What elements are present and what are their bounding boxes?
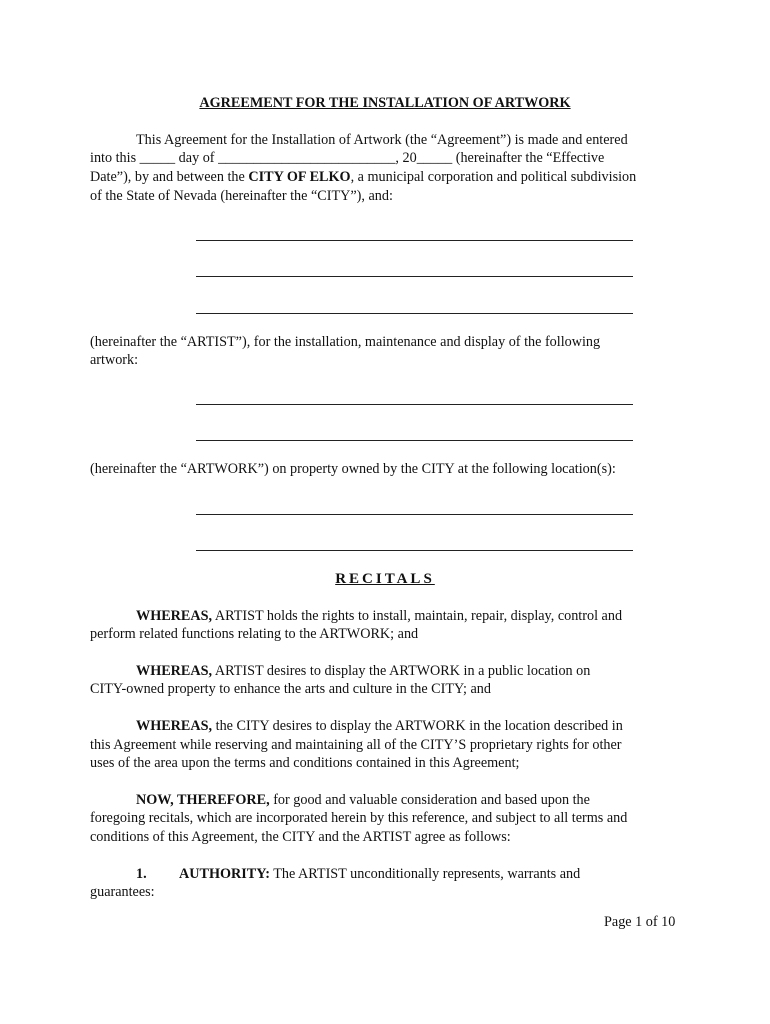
now-therefore-line-2: foregoing recitals, which are incorporated herein by this reference, and subject to all terms and <box>90 810 628 826</box>
artist-address-blank <box>196 276 633 277</box>
artwork-desc-blank-1 <box>196 404 633 405</box>
artist-para-line-2: artwork: <box>90 352 139 368</box>
whereas-1-line-2: perform related functions relating to the ARTWORK; and <box>90 626 419 642</box>
section-text: The ARTIST unconditionally represents, warrants and <box>269 866 581 882</box>
intro-line-2: into this _____ day of _________________________, 20_____ (hereinafter the “Effective <box>90 150 605 166</box>
intro-line-3 <box>90 168 636 187</box>
whereas-1-line-1 <box>136 607 622 626</box>
section-number: 1. <box>136 866 147 882</box>
artist-contact-blank <box>196 313 633 314</box>
section-1-line-1 <box>136 865 580 884</box>
whereas-text: the CITY desires to display the ARTWORK in the location described in <box>212 718 623 734</box>
intro-text: Date”), by and between the <box>90 169 249 185</box>
location-blank-2 <box>196 550 633 551</box>
whereas-3-line-1 <box>136 717 623 736</box>
artwork-desc-blank-2 <box>196 440 633 441</box>
document-title: AGREEMENT FOR THE INSTALLATION OF ARTWORK <box>199 95 571 111</box>
city-name: CITY OF ELKO <box>248 169 351 185</box>
section-heading: AUTHORITY: <box>179 866 270 882</box>
artist-para-line-1: (hereinafter the “ARTIST”), for the installation, maintenance and display of the following <box>90 334 601 350</box>
whereas-keyword: WHEREAS, <box>136 718 213 734</box>
whereas-2-line-1 <box>136 662 590 681</box>
artist-name-blank <box>196 240 633 241</box>
whereas-3-line-2: this Agreement while reserving and maintaining all of the CITY’S proprietary rights for other <box>90 737 622 753</box>
whereas-keyword: WHEREAS, <box>136 663 213 679</box>
now-therefore-line-3: conditions of this Agreement, the CITY and the ARTIST agree as follows: <box>90 829 511 845</box>
location-blank-1 <box>196 514 633 515</box>
recitals-heading: RECITALS <box>335 571 435 587</box>
whereas-text: ARTIST holds the rights to install, maintain, repair, display, control and <box>212 608 623 624</box>
page-number: Page 1 of 10 <box>604 914 676 930</box>
whereas-3-line-3: uses of the area upon the terms and conditions contained in this Agreement; <box>90 755 520 771</box>
whereas-2-line-2: CITY-owned property to enhance the arts and culture in the CITY; and <box>90 681 491 697</box>
now-therefore-keyword: NOW, THEREFORE, <box>136 792 270 808</box>
intro-line-4: of the State of Nevada (hereinafter the “CITY”), and: <box>90 188 393 204</box>
whereas-text: ARTIST desires to display the ARTWORK in a public location on <box>212 663 591 679</box>
whereas-keyword: WHEREAS, <box>136 608 213 624</box>
now-therefore-line-1 <box>136 791 590 810</box>
section-1-line-2: guarantees: <box>90 884 155 900</box>
artwork-para-line-1: (hereinafter the “ARTWORK”) on property owned by the CITY at the following location(s): <box>90 461 616 477</box>
now-therefore-text: for good and valuable consideration and based upon the <box>269 792 590 808</box>
intro-line-1: This Agreement for the Installation of Artwork (the “Agreement”) is made and entered <box>136 132 628 148</box>
intro-text: , a municipal corporation and political subdivision <box>350 169 637 185</box>
